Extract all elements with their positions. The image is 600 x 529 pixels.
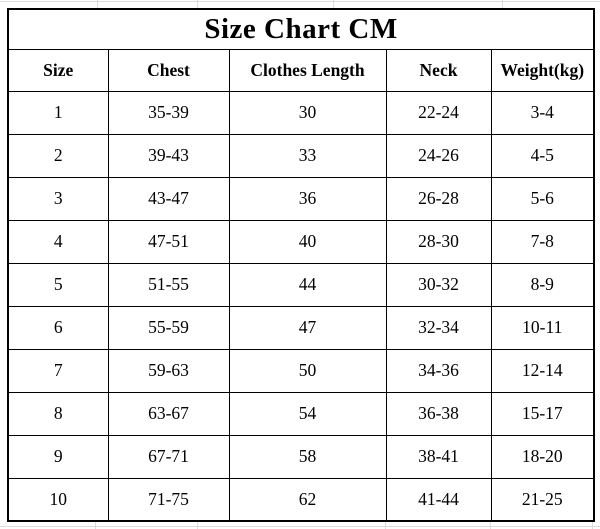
table-cell: 55-59 (108, 306, 229, 349)
table-row (8, 392, 594, 435)
table-header-row (8, 49, 594, 91)
table-cell: 6 (8, 306, 108, 349)
table-row (8, 478, 594, 521)
table-row (8, 263, 594, 306)
table-cell: 41-44 (386, 478, 491, 521)
table-body (8, 91, 594, 521)
table-cell: 36-38 (386, 392, 491, 435)
table-cell: 8-9 (491, 263, 594, 306)
table-cell: 12-14 (491, 349, 594, 392)
table-row (8, 177, 594, 220)
table-cell: 59-63 (108, 349, 229, 392)
table-cell: 7-8 (491, 220, 594, 263)
table-cell: 9 (8, 435, 108, 478)
column-header-chest: Chest (108, 49, 229, 91)
table-cell: 10 (8, 478, 108, 521)
table-cell: 26-28 (386, 177, 491, 220)
table-row (8, 134, 594, 177)
table-cell: 24-26 (386, 134, 491, 177)
table-row (8, 91, 594, 134)
table-cell: 21-25 (491, 478, 594, 521)
table-cell: 50 (229, 349, 386, 392)
column-header-neck: Neck (386, 49, 491, 91)
table-title: Size Chart CM (8, 9, 594, 49)
table-cell: 1 (8, 91, 108, 134)
table-cell: 40 (229, 220, 386, 263)
table-cell: 5 (8, 263, 108, 306)
table-cell: 3 (8, 177, 108, 220)
table-row (8, 306, 594, 349)
column-header-clothes-length: Clothes Length (229, 49, 386, 91)
table-cell: 51-55 (108, 263, 229, 306)
table-cell: 28-30 (386, 220, 491, 263)
table-cell: 36 (229, 177, 386, 220)
table-cell: 47 (229, 306, 386, 349)
table-cell: 43-47 (108, 177, 229, 220)
table-cell: 44 (229, 263, 386, 306)
table-title-row (8, 9, 594, 49)
table-cell: 33 (229, 134, 386, 177)
table-cell: 18-20 (491, 435, 594, 478)
table-cell: 4-5 (491, 134, 594, 177)
table-cell: 67-71 (108, 435, 229, 478)
table-cell: 8 (8, 392, 108, 435)
table-cell: 30-32 (386, 263, 491, 306)
table-cell: 54 (229, 392, 386, 435)
column-header-weight: Weight(kg) (491, 49, 594, 91)
table-cell: 15-17 (491, 392, 594, 435)
table-cell: 2 (8, 134, 108, 177)
column-header-size: Size (8, 49, 108, 91)
spreadsheet-gridline (0, 526, 600, 527)
table-cell: 7 (8, 349, 108, 392)
table-cell: 35-39 (108, 91, 229, 134)
table-cell: 30 (229, 91, 386, 134)
table-row (8, 349, 594, 392)
table-cell: 71-75 (108, 478, 229, 521)
table-cell: 4 (8, 220, 108, 263)
table-cell: 47-51 (108, 220, 229, 263)
table-cell: 5-6 (491, 177, 594, 220)
table-cell: 32-34 (386, 306, 491, 349)
table-row (8, 435, 594, 478)
table-cell: 34-36 (386, 349, 491, 392)
table-cell: 58 (229, 435, 386, 478)
size-chart-table (7, 8, 595, 522)
table-cell: 10-11 (491, 306, 594, 349)
table-cell: 38-41 (386, 435, 491, 478)
table-cell: 3-4 (491, 91, 594, 134)
table-cell: 39-43 (108, 134, 229, 177)
table-cell: 22-24 (386, 91, 491, 134)
table-cell: 63-67 (108, 392, 229, 435)
table-cell: 62 (229, 478, 386, 521)
spreadsheet-gridline (0, 1, 600, 2)
table-row (8, 220, 594, 263)
